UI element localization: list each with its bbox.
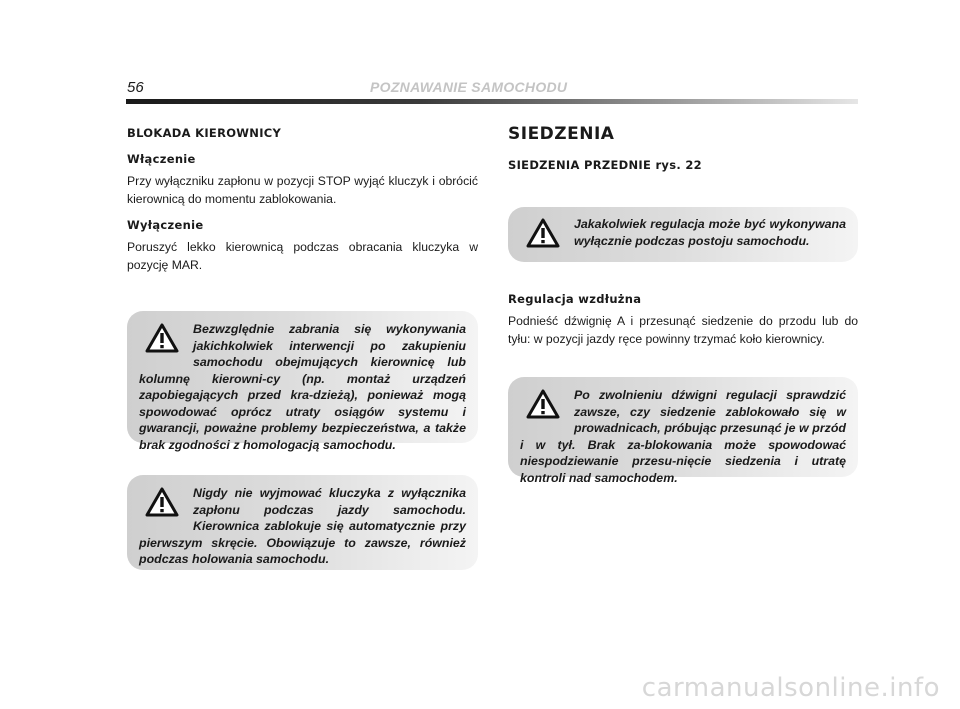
warning-text-key-removal: Nigdy nie wyjmować kluczyka z wyłącznika zapłonu podczas jazdy samochodu. Kierownica zablokuje się automatycznie przy pierwszym skręcie. Obowiązuje to zawsze, również podczas holowania samochodu. [139, 486, 466, 566]
subheading-enable: Włączenie [127, 152, 196, 166]
paragraph-disable: Poruszyć lekko kierownicą podczas obracania kluczyka w pozycję MAR. [127, 240, 478, 272]
longitudinal-adjustment-section [508, 292, 858, 348]
warning-text-steering-modification: Bezwzględnie zabrania się wykonywania jakichkolwiek interwencji po zakupieniu samochodu obejmujących kierownicę lub kolumnę kierowni-cy (np. montaż urządzeń zapobiegających przed kra-dzieżą), ponieważ mogą spowodować oprócz utraty osiągów systemu i gwarancji, poważne problemy bezpieczeństwa, a także brak zgodności z homologacją samochodu. [139, 322, 466, 452]
subheading-front-seats: SIEDZENIA PRZEDNIE rys. 22 [508, 158, 702, 172]
watermark: carmanualsonline.info [641, 673, 940, 703]
right-column [508, 124, 858, 172]
section-heading-seats: SIEDZENIA [508, 124, 615, 144]
left-column [127, 124, 478, 274]
page-number: 56 [127, 79, 144, 96]
warning-box-key-removal [127, 475, 478, 570]
subheading-disable: Wyłączenie [127, 218, 204, 232]
header-rule [126, 99, 858, 104]
paragraph-enable: Przy wyłączniku zapłonu w pozycji STOP wyjąć kluczyk i obrócić kierownicą do momentu zablokowania. [127, 174, 478, 206]
section-heading-steering-lock: BLOKADA KIEROWNICY [127, 126, 282, 140]
running-title: POZNAWANIE SAMOCHODU [370, 79, 568, 95]
warning-box-adjust-stationary [508, 207, 858, 262]
warning-box-seat-lock-check [508, 377, 858, 485]
warning-text-seat-lock-check: Po zwolnieniu dźwigni regulacji sprawdzić zawsze, czy siedzenie zablokowało się w prowadnicach, próbując przesunąć je w przód i w tył. Brak za-blokowania może spowodować niespodziewanie przesu-nięcie siedzenia i utratę kontroli nad samochodem. [520, 388, 846, 485]
warning-box-steering-modification [127, 311, 478, 452]
warning-triangle-icon [526, 218, 560, 248]
paragraph-longitudinal-adjustment: Podnieść dźwignię A i przesunąć siedzenie do przodu lub do tyłu: w pozycji jazdy ręce powinny trzymać koło kierownicy. [508, 314, 858, 346]
warning-text-adjust-stationary: Jakakolwiek regulacja może być wykonywana wyłącznie podczas postoju samochodu. [574, 217, 846, 248]
subheading-longitudinal-adjustment: Regulacja wzdłużna [508, 292, 642, 306]
warning-triangle-icon [526, 389, 560, 419]
warning-triangle-icon [145, 487, 179, 517]
warning-triangle-icon [145, 323, 179, 353]
